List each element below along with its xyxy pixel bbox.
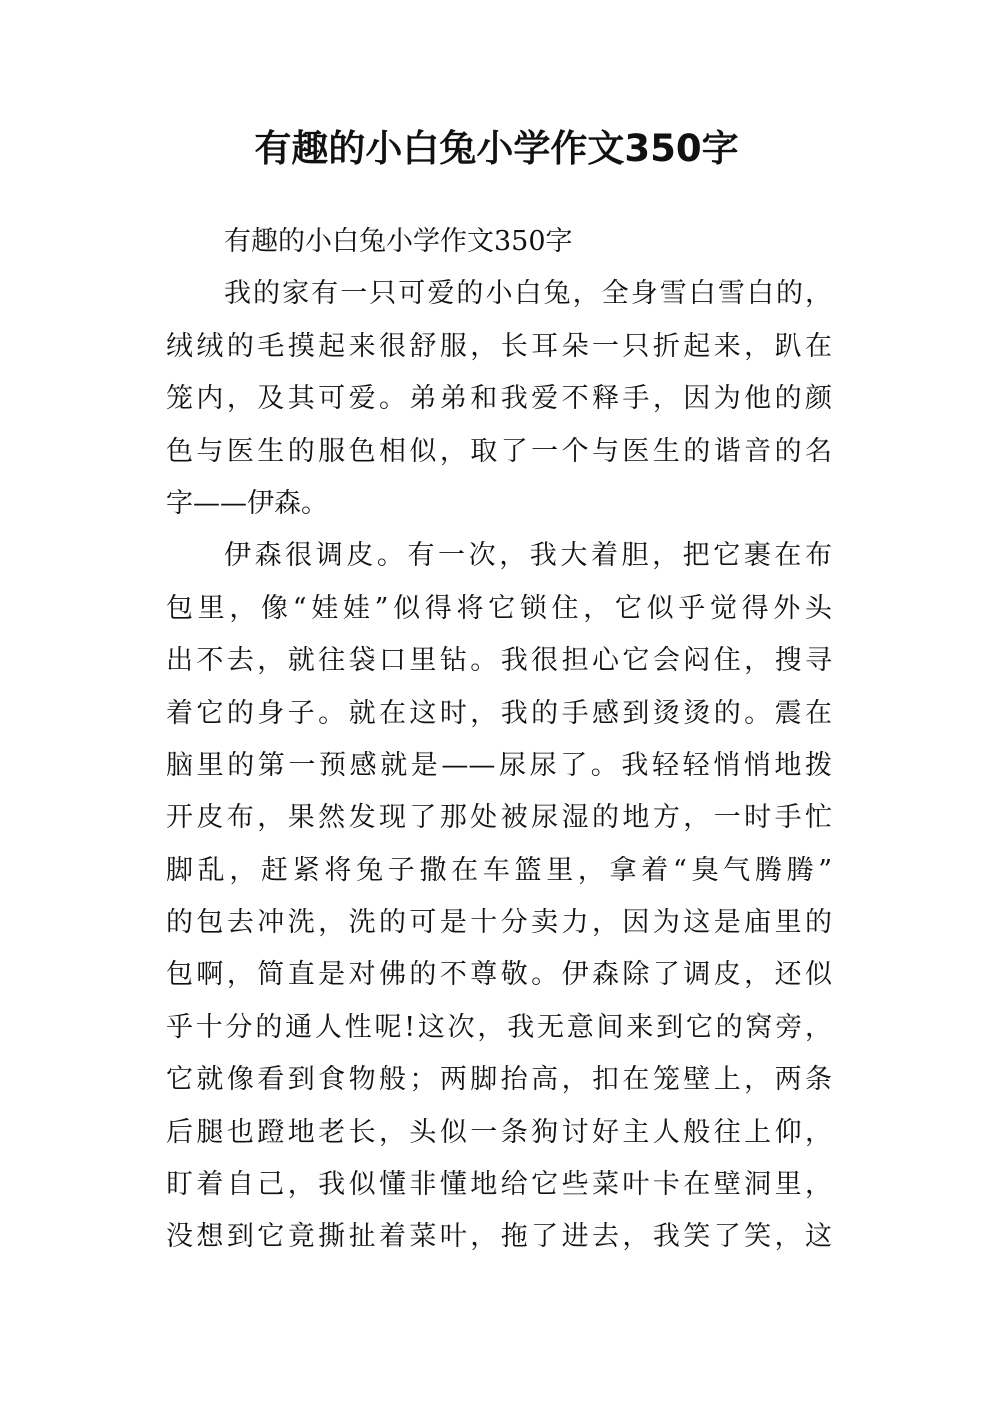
document-title: 有趣的小白兔小学作文350字 <box>254 127 739 170</box>
paragraph-line: 字——伊森。 <box>166 487 328 519</box>
paragraph-line: 没想到它竟撕扯着菜叶，拖了进去，我笑了笑，这 <box>166 1221 832 1253</box>
paragraph-line: 伊森很调皮。有一次，我大着胆，把它裹在布 <box>224 540 832 572</box>
paragraph-line: 的包去冲洗，洗的可是十分卖力，因为这是庙里的 <box>166 907 832 939</box>
paragraph-line: 笼内，及其可爱。弟弟和我爱不释手，因为他的颜 <box>166 383 832 415</box>
paragraph-line: 盯着自己，我似懂非懂地给它些菜叶卡在壁洞里， <box>166 1169 832 1201</box>
paragraph-line: 色与医生的服色相似，取了一个与医生的谐音的名 <box>166 435 832 467</box>
paragraph-line: 它就像看到食物般；两脚抬高，扣在笼壁上，两条 <box>166 1064 832 1096</box>
paragraph-line: 乎十分的通人性呢!这次，我无意间来到它的窝旁， <box>166 1011 832 1043</box>
paragraph-line: 着它的身子。就在这时，我的手感到烫烫的。震在 <box>166 697 832 729</box>
subtitle-line: 有趣的小白兔小学作文350字 <box>224 226 573 257</box>
paragraph-line: 绒绒的毛摸起来很舒服，长耳朵一只折起来，趴在 <box>166 330 832 362</box>
paragraph-line: 脑里的第一预感就是——尿尿了。我轻轻悄悄地拨 <box>166 749 832 781</box>
paragraph-line: 我的家有一只可爱的小白兔，全身雪白雪白的， <box>224 278 832 310</box>
paragraph-line: 包啊，简直是对佛的不尊敬。伊森除了调皮，还似 <box>166 959 832 991</box>
paragraph-line: 脚乱，赶紧将兔子撒在车篮里，拿着“臭气腾腾” <box>166 854 832 886</box>
paragraph-line: 包里，像“娃娃”似得将它锁住，它似乎觉得外头 <box>166 592 832 624</box>
paragraph-line: 后腿也蹬地老长，头似一条狗讨好主人般往上仰， <box>166 1116 832 1148</box>
paragraph-line: 出不去，就往袋口里钻。我很担心它会闷住，搜寻 <box>166 645 832 677</box>
paragraph-line: 开皮布，果然发现了那处被尿湿的地方，一时手忙 <box>166 802 832 834</box>
document-body <box>166 216 832 1264</box>
